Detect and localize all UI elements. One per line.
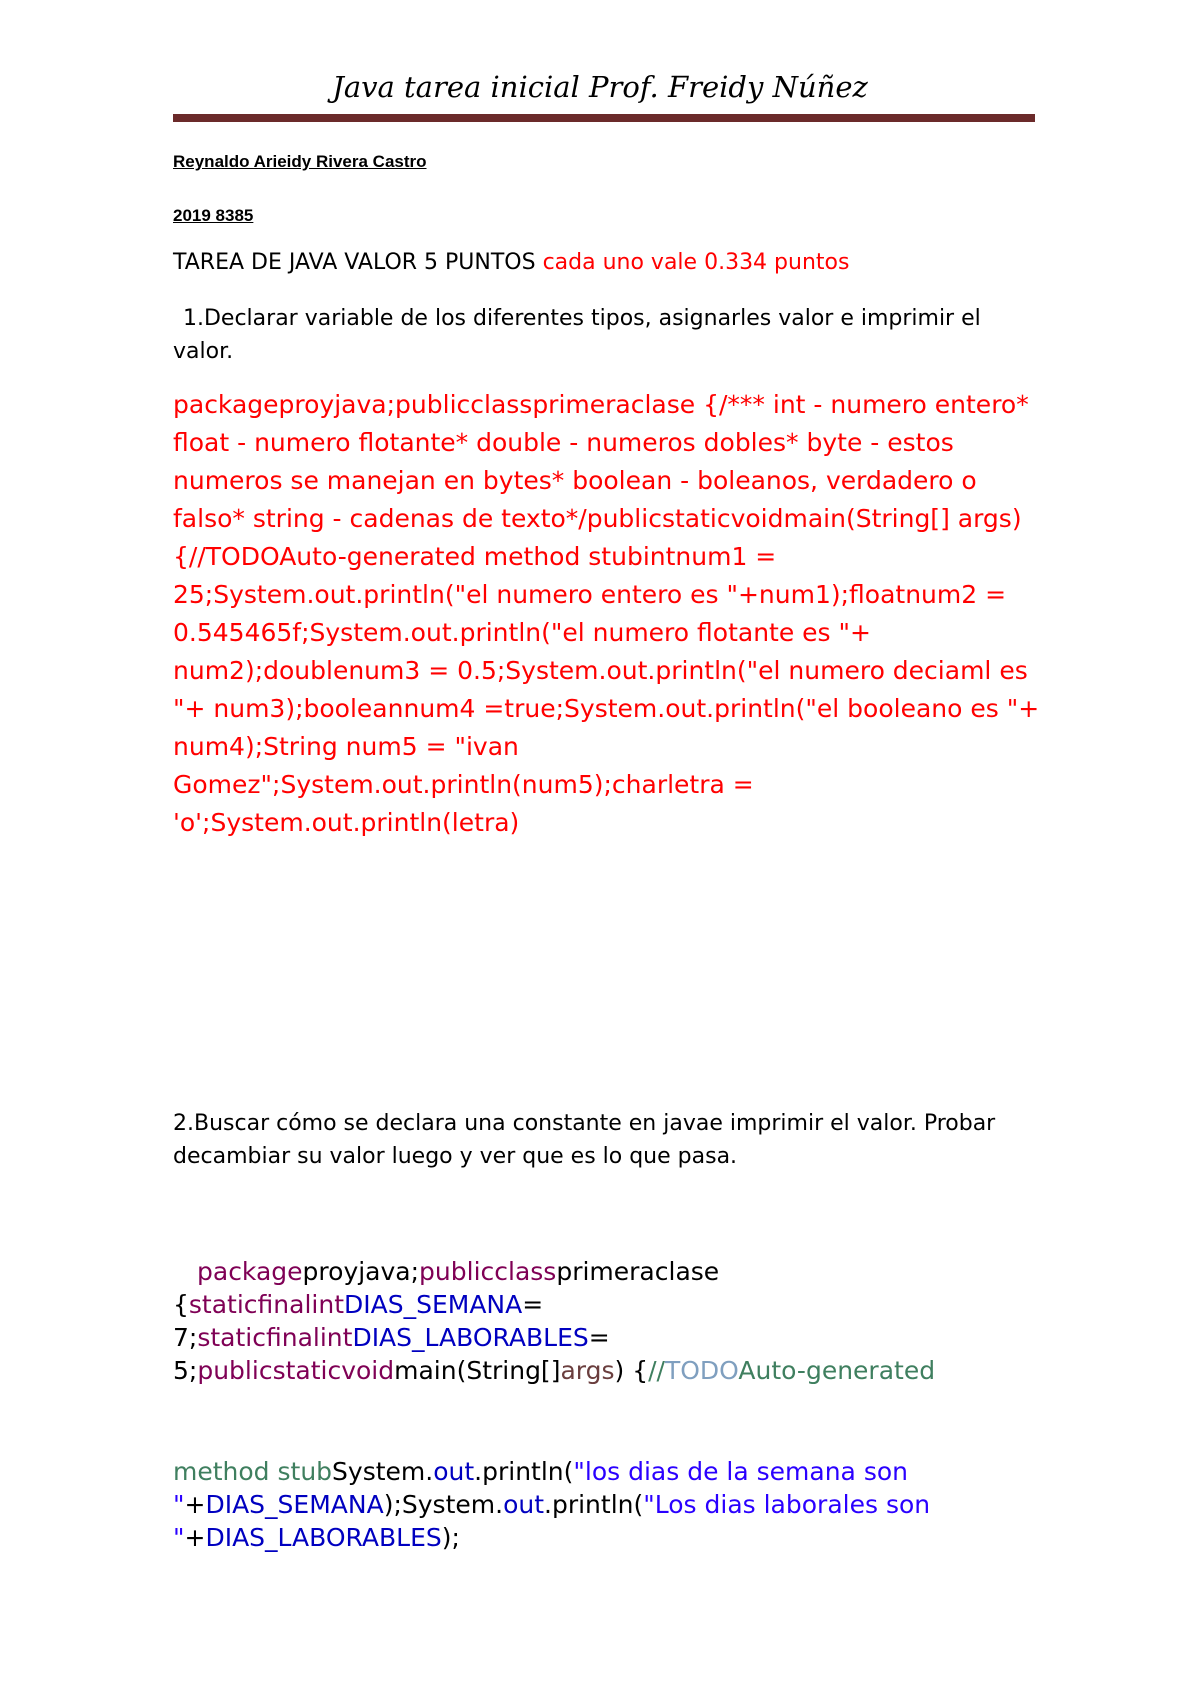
- code-token: DIAS_SEMANA: [205, 1490, 384, 1519]
- code-token: package: [197, 1257, 303, 1286]
- code-token: Auto-generated: [738, 1356, 936, 1385]
- code-token: =: [588, 1323, 610, 1352]
- question-1: 1.Declarar variable de los diferentes tipos, asignarles valor e imprimir el valor.: [173, 306, 981, 364]
- code-token: primeraclase: [556, 1257, 720, 1286]
- code-token: );: [441, 1523, 460, 1552]
- code-token: 7;: [173, 1323, 198, 1352]
- code-token: );System.: [383, 1490, 504, 1519]
- code-token: staticfinalint: [197, 1323, 353, 1352]
- code-token: //: [648, 1356, 665, 1385]
- code-token: out: [503, 1490, 545, 1519]
- code-token: System.: [332, 1457, 434, 1486]
- question-2: 2.Buscar cómo se declara una constante en javae imprimir el valor. Probar decambiar su valor luego y ver que es lo que pasa.: [173, 1111, 996, 1169]
- code-token: DIAS_LABORABLES: [205, 1523, 442, 1552]
- question-2-code-part1: [173, 1255, 1053, 1387]
- code-token: args: [560, 1356, 615, 1385]
- code-token: +: [184, 1523, 206, 1552]
- code-token: "Los dias laborales son ": [173, 1490, 931, 1552]
- code-token: 5;: [173, 1356, 198, 1385]
- code-token: TODO: [664, 1356, 739, 1385]
- code-token: DIAS_LABORABLES: [352, 1323, 589, 1352]
- task-heading: [173, 250, 849, 275]
- task-heading-black: TAREA DE JAVA VALOR 5 PUNTOS: [173, 250, 543, 275]
- code-token: out: [433, 1457, 475, 1486]
- code-token: "los dias de la semana son ": [173, 1457, 908, 1519]
- page-header-title: Java tarea inicial Prof. Freidy Núñez: [332, 70, 868, 104]
- task-heading-points: cada uno vale 0.334 puntos: [542, 250, 850, 275]
- header-rule: [173, 114, 1035, 122]
- code-token: .println(: [474, 1457, 574, 1486]
- student-name: Reynaldo Arieidy Rivera Castro: [173, 152, 427, 171]
- question-1-code: packageproyjava;publicclassprimeraclase {/*** int - numero entero* float - numero flotante* double - numeros dobles* byte - estos numeros se manejan en bytes* boolean - boleanos, verdadero o falso* string - cadenas de texto*/publicstaticvoidmain(String[] args) {//TODOAuto-generated method stubintnum1 = 25;System.out.println("el numero entero es "+num1);floatnum2 = 0.545465f;System.out.println("el numero flotante es "+ num2);doublenum3 = 0.5;System.out.println("el numero deciaml es "+ num3);booleannum4 =true;System.out.println("el booleano es "+ num4);String num5 = "ivan Gomez";System.out.println(num5);charletra = 'o';System.out.println(letra): [173, 390, 1040, 837]
- code-token: staticfinalint: [188, 1290, 344, 1319]
- code-token: =: [522, 1290, 544, 1319]
- code-token: {: [173, 1290, 189, 1319]
- code-token: method stub: [173, 1457, 333, 1486]
- code-token: proyjava;: [302, 1257, 420, 1286]
- code-token: publicstaticvoid: [197, 1356, 395, 1385]
- code-token: DIAS_SEMANA: [344, 1290, 523, 1319]
- code-token: +: [184, 1490, 206, 1519]
- code-token: .println(: [544, 1490, 644, 1519]
- code-token: publicclass: [419, 1257, 557, 1286]
- code-token: main(String[]: [394, 1356, 561, 1385]
- code-token: ) {: [614, 1356, 649, 1385]
- question-2-code-part2: [173, 1455, 1053, 1554]
- student-id: 2019 8385: [173, 206, 254, 225]
